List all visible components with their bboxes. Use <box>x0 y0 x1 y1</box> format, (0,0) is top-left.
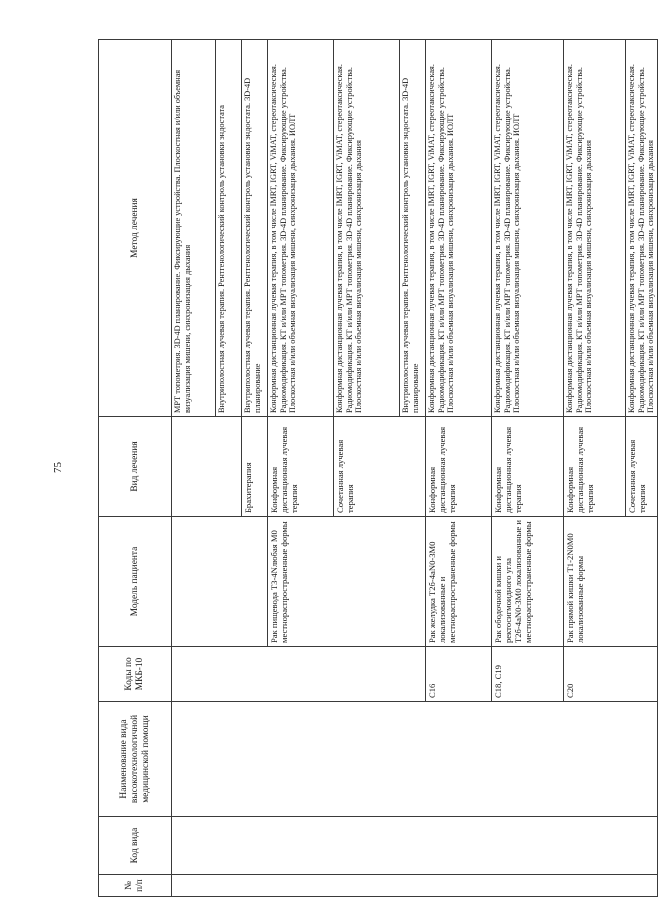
header-code: Код вида <box>99 817 172 875</box>
method-cell: Конформная дистанционная лучевая терапия, в том числе IMRT, IGRT, ViMAT, стереотаксическая. Радиомодификация. КТ и/или МРТ топометрия. 3D-4D планирование. Фиксирующие устройства. Плоскостная и/или объемная визуализация мишени, синхронизация дыхания. ИОЛТ <box>268 40 334 417</box>
header-treatment: Вид лечения <box>99 417 172 517</box>
icd-cell <box>172 647 426 702</box>
icd-cell: C18, C19 <box>492 647 564 702</box>
treatment-cell: Конформная дистанционная лучевая терапия <box>492 417 564 517</box>
method-cell: Внутриполостная лучевая терапия. Рентгенологический контроль установки эндостата. 3D-4D планирование <box>242 40 268 417</box>
header-icd: Коды по МКБ-10 <box>99 647 172 702</box>
treatment-cell: Конформная дистанционная лучевая терапия <box>564 417 626 517</box>
method-cell: Конформная дистанционная лучевая терапия, в том числе IMRT, IGRT, ViMAT, стереотаксическая. Радиомодификация. КТ и/или МРТ топометрия. 3D-4D планирование. Фиксирующие устройства. Плоскостная и/или объемная визуализация мишени, синхронизация дыхания <box>626 40 658 417</box>
treatment-cell: Сочетанная лучевая терапия <box>334 417 426 517</box>
header-num: № п/п <box>99 875 172 897</box>
model-cell <box>172 517 268 647</box>
method-cell: Внутриполостная лучевая терапия. Рентгенологический контроль установки эндостата. 3D-4D планирование <box>400 40 426 417</box>
code-cell <box>172 817 658 875</box>
table-row <box>172 40 216 897</box>
treatment-cell: Конформная дистанционная лучевая терапия <box>426 417 492 517</box>
header-method: Метод лечения <box>99 40 172 417</box>
treatment-table <box>98 39 658 897</box>
rotated-table-wrapper <box>98 40 656 897</box>
method-cell: Конформная дистанционная лучевая терапия, в том числе IMRT, IGRT, ViMAT, стереотаксическая. Радиомодификация. КТ и/или МРТ топометрия. 3D-4D планирование. Фиксирующие устройства. Плоскостная и/или объемная визуализация мишени, синхронизация дыхания. ИОЛТ <box>426 40 492 417</box>
model-cell: Рак желудка Т2б-4аN0-3М0 локализованные и местнораспространенные формы <box>426 517 492 647</box>
treatment-cell: Брахитерапия <box>242 417 268 517</box>
name-cell <box>172 702 658 817</box>
method-cell: Внутриполостная лучевая терапия. Рентгенологический контроль установки эндостата <box>216 40 242 417</box>
model-cell: Рак пищевода Т3-4Nлюбая М0 местнораспространенные формы <box>268 517 426 647</box>
page-number: 75 <box>52 462 64 473</box>
method-cell: Конформная дистанционная лучевая терапия, в том числе IMRT, IGRT, ViMAT, стереотаксическая. Радиомодификация. КТ и/или МРТ топометрия. 3D-4D планирование. Фиксирующие устройства. Плоскостная и/или объемная визуализация мишени, синхронизация дыхания <box>334 40 400 417</box>
treatment-cell: Сочетанная лучевая терапия <box>626 417 658 517</box>
method-cell: МРТ топометрия. 3D-4D планирование. Фиксирующие устройства. Плоскостная и/или объемная визуализация мишени, синхронизация дыхания <box>172 40 216 417</box>
treatment-cell <box>172 417 242 517</box>
icd-cell: C20 <box>564 647 658 702</box>
method-cell: Конформная дистанционная лучевая терапия, в том числе IMRT, IGRT, ViMAT, стереотаксическая. Радиомодификация. КТ и/или МРТ топометрия. 3D-4D планирование. Фиксирующие устройства. Плоскостная и/или объемная визуализация мишени, синхронизация дыхания <box>564 40 626 417</box>
method-cell: Конформная дистанционная лучевая терапия, в том числе IMRT, IGRT, ViMAT, стереотаксическая. Радиомодификация. КТ и/или МРТ топометрия. 3D-4D планирование. Фиксирующие устройства. Плоскостная и/или объемная визуализация мишени, синхронизация дыхания. ИОЛТ <box>492 40 564 417</box>
icd-cell: C16 <box>426 647 492 702</box>
num-cell <box>172 875 658 897</box>
table-header-row <box>99 40 172 897</box>
treatment-cell: Конформная дистанционная лучевая терапия <box>268 417 334 517</box>
header-name: Наименование вида высокотехнологичной медицинской помощи <box>99 702 172 817</box>
model-cell: Рак ободочной кишки и ректосигмоидного угла Т2б-4аN0-3М0 локализованные и местнораспространенные формы <box>492 517 564 647</box>
header-model: Модель пациента <box>99 517 172 647</box>
model-cell: Рак прямой кишки Т1-2N0M0 локализованные формы <box>564 517 658 647</box>
